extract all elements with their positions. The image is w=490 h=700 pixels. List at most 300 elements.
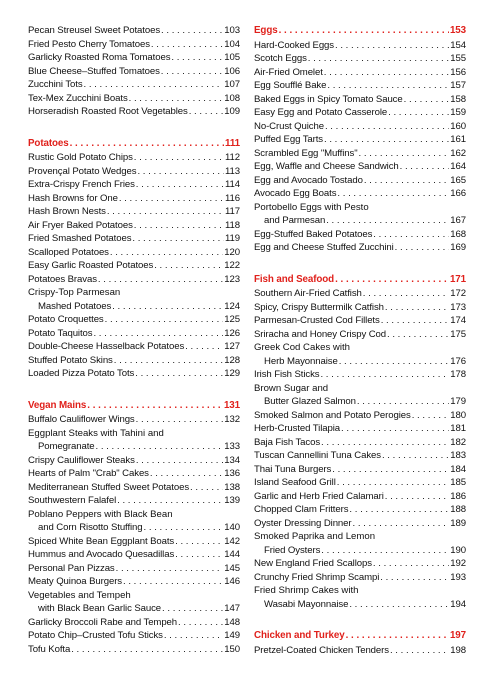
toc-entry bbox=[28, 548, 240, 562]
page-number: 165 bbox=[450, 174, 466, 186]
page-number: 114 bbox=[225, 179, 240, 190]
entry-title: Garlicky Roasted Roma Tomatoes bbox=[28, 52, 171, 63]
page-number: 197 bbox=[449, 630, 466, 641]
toc-entry bbox=[254, 422, 466, 436]
dot-leader bbox=[123, 575, 223, 589]
page-number: 108 bbox=[224, 92, 240, 104]
toc-entry bbox=[254, 187, 466, 201]
toc-entry bbox=[254, 517, 466, 531]
toc-entry bbox=[254, 93, 466, 107]
dot-leader bbox=[385, 301, 449, 315]
dot-leader bbox=[132, 232, 224, 246]
dot-leader bbox=[114, 354, 224, 368]
entry-title: Pomegranate bbox=[38, 441, 95, 452]
dot-leader bbox=[185, 340, 223, 354]
dot-leader bbox=[324, 66, 450, 80]
page-number: 155 bbox=[450, 53, 466, 64]
toc-entry bbox=[254, 314, 466, 328]
toc-entry bbox=[28, 521, 240, 535]
page-number: 178 bbox=[450, 369, 466, 380]
dot-leader bbox=[116, 562, 224, 576]
toc-entry bbox=[28, 65, 240, 79]
entry-title: Hash Brown Nests bbox=[28, 206, 106, 217]
page-number: 125 bbox=[224, 314, 240, 325]
page-number: 180 bbox=[450, 409, 466, 421]
section-fish-and-seafood bbox=[254, 273, 466, 612]
toc-entry bbox=[28, 259, 240, 273]
entry-title: Egg Soufflé Bake bbox=[254, 80, 327, 91]
page-number: 142 bbox=[224, 535, 240, 547]
toc-entry bbox=[254, 395, 466, 409]
toc-entry bbox=[254, 120, 466, 134]
dot-leader bbox=[400, 160, 450, 174]
toc-entry bbox=[254, 287, 466, 301]
toc-entry bbox=[28, 467, 240, 481]
page-number: 131 bbox=[223, 399, 240, 411]
toc-entry bbox=[254, 133, 466, 147]
entry-title: Chopped Clam Fritters bbox=[254, 504, 349, 515]
toc-entry-first-line: Greek Cod Cakes with bbox=[254, 342, 350, 353]
entry-title: Egg, Waffle and Cheese Sandwich bbox=[254, 161, 399, 172]
dot-leader bbox=[359, 147, 450, 161]
entry-title: Mashed Potatoes bbox=[38, 300, 112, 312]
entry-title: Garlic and Herb Fried Calamari bbox=[254, 490, 384, 502]
dot-leader bbox=[321, 436, 449, 450]
page-number: 119 bbox=[225, 233, 240, 244]
page-number: 179 bbox=[450, 396, 466, 407]
toc-entry bbox=[254, 544, 466, 558]
entry-title: Extra-Crispy French Fries bbox=[28, 179, 135, 190]
dot-leader bbox=[164, 629, 223, 643]
dot-leader bbox=[119, 192, 224, 206]
toc-entry bbox=[254, 79, 466, 93]
dot-leader bbox=[84, 78, 224, 92]
section-eggs bbox=[254, 24, 466, 255]
dot-leader bbox=[134, 151, 224, 165]
dot-leader bbox=[327, 79, 449, 93]
toc-entry-first-line: Crispy-Top Parmesan bbox=[28, 287, 121, 298]
page-number: 166 bbox=[450, 188, 466, 199]
toc-entry bbox=[254, 106, 466, 120]
entry-title: Tofu Kofta bbox=[28, 643, 71, 655]
toc-entry-first-line: Poblano Peppers with Black Bean bbox=[28, 508, 173, 520]
entry-title: Pretzel-Coated Chicken Tenders bbox=[254, 644, 389, 656]
page-number: 124 bbox=[224, 300, 240, 312]
page-number: 128 bbox=[224, 354, 240, 366]
entry-title: Spiced White Bean Eggplant Boats bbox=[28, 535, 175, 547]
page-number: 186 bbox=[450, 490, 466, 502]
page-number: 118 bbox=[225, 219, 240, 231]
toc-entry bbox=[28, 340, 240, 354]
page-number: 113 bbox=[225, 165, 240, 177]
section-potatoes bbox=[28, 137, 240, 381]
section-header bbox=[254, 24, 466, 38]
entry-title: Potato Croquettes bbox=[28, 314, 104, 325]
entry-title: Tuscan Cannellini Tuna Cakes bbox=[254, 450, 381, 461]
entry-title: Hash Browns for One bbox=[28, 192, 118, 204]
page-number: 144 bbox=[224, 549, 240, 560]
page-number: 117 bbox=[225, 206, 240, 217]
dot-leader bbox=[144, 521, 224, 535]
dot-leader bbox=[175, 548, 223, 562]
left-column bbox=[28, 24, 240, 674]
entry-title: No-Crust Quiche bbox=[254, 120, 324, 132]
toc-entry bbox=[28, 78, 240, 92]
toc-entry bbox=[254, 436, 466, 450]
dot-leader bbox=[71, 643, 223, 657]
toc-entry bbox=[28, 327, 240, 341]
toc-entry bbox=[28, 192, 240, 206]
dot-leader bbox=[373, 228, 449, 242]
entry-title: Smoked Salmon and Potato Perogies bbox=[254, 409, 411, 421]
entry-title: Sriracha and Honey Crispy Cod bbox=[254, 328, 387, 340]
entry-title: Fried Pesto Cherry Tomatoes bbox=[28, 38, 150, 50]
page-number: 134 bbox=[224, 454, 240, 466]
page-number: 174 bbox=[450, 315, 466, 326]
dot-leader bbox=[134, 219, 224, 233]
toc-entry bbox=[254, 476, 466, 490]
page-number: 182 bbox=[450, 436, 466, 448]
page-number: 185 bbox=[450, 477, 466, 488]
dot-leader bbox=[150, 467, 223, 481]
toc-entry bbox=[28, 165, 240, 179]
toc-entry bbox=[28, 300, 240, 314]
page-number: 112 bbox=[225, 152, 240, 163]
entry-title: Scalloped Potatoes bbox=[28, 246, 109, 258]
entry-title: Tex-Mex Zucchini Boats bbox=[28, 92, 128, 104]
page-number: 181 bbox=[450, 423, 466, 434]
toc-entry bbox=[28, 454, 240, 468]
entry-title: Egg and Cheese Stuffed Zucchini bbox=[254, 242, 394, 253]
page-number: 105 bbox=[224, 52, 240, 63]
toc-entry-first-line: Portobello Eggs with Pesto bbox=[254, 201, 369, 213]
entry-title: Scotch Eggs bbox=[254, 53, 307, 64]
dot-leader bbox=[70, 137, 224, 151]
entry-title: Puffed Egg Tarts bbox=[254, 134, 323, 145]
page-number: 154 bbox=[450, 39, 466, 51]
toc-entry bbox=[254, 409, 466, 423]
toc-entry bbox=[254, 147, 466, 161]
page-number: 171 bbox=[449, 273, 466, 285]
toc-entry-first-line: Vegetables and Tempeh bbox=[28, 589, 131, 601]
entry-title: Eggs bbox=[254, 25, 278, 36]
dot-leader bbox=[373, 557, 449, 571]
page-number: 164 bbox=[450, 161, 466, 172]
dot-leader bbox=[332, 463, 449, 477]
toc-entry bbox=[254, 301, 466, 315]
dot-leader bbox=[171, 51, 223, 65]
toc-entry bbox=[28, 92, 240, 106]
dot-leader bbox=[385, 490, 450, 504]
toc-entry bbox=[28, 151, 240, 165]
entry-title: Egg and Avocado Tostado bbox=[254, 174, 363, 186]
entry-title: Double-Cheese Hasselback Potatoes bbox=[28, 341, 185, 352]
entry-title: Personal Pan Pizzas bbox=[28, 562, 115, 574]
toc-entry-first-line: Brown Sugar and bbox=[254, 382, 329, 394]
page-number: 140 bbox=[224, 522, 240, 533]
entry-title: Egg-Stuffed Baked Potatoes bbox=[254, 228, 373, 240]
dot-leader bbox=[357, 395, 449, 409]
entry-title: Vegan Mains bbox=[28, 399, 87, 411]
dot-leader bbox=[381, 314, 450, 328]
entry-title: Parmesan-Crusted Cod Fillets bbox=[254, 315, 380, 326]
toc-entry-first-line: Smoked Paprika and Lemon bbox=[254, 531, 376, 542]
entry-title: and Corn Risotto Stuffing bbox=[38, 522, 143, 533]
page-number: 139 bbox=[224, 495, 240, 506]
entry-title: Fried Oysters bbox=[264, 544, 321, 556]
toc-entry bbox=[254, 241, 466, 255]
page-number: 145 bbox=[224, 562, 240, 574]
entry-title: Wasabi Mayonnaise bbox=[264, 598, 349, 610]
section-header bbox=[28, 399, 240, 413]
page-number: 167 bbox=[450, 215, 466, 226]
toc-entry bbox=[254, 598, 466, 612]
dot-leader bbox=[353, 517, 450, 531]
dot-leader bbox=[337, 476, 450, 490]
entry-title: Potato Chip–Crusted Tofu Sticks bbox=[28, 630, 163, 641]
entry-title: Potatoes Bravas bbox=[28, 273, 97, 285]
entry-title: Southwestern Falafel bbox=[28, 495, 117, 506]
entry-title: Pecan Streusel Sweet Potatoes bbox=[28, 25, 161, 36]
dot-leader bbox=[137, 165, 224, 179]
page-number: 150 bbox=[224, 643, 240, 655]
section-header bbox=[254, 629, 466, 643]
dot-leader bbox=[325, 120, 449, 134]
dot-leader bbox=[380, 571, 449, 585]
entry-title: Irish Fish Sticks bbox=[254, 369, 320, 380]
dot-leader bbox=[341, 422, 449, 436]
toc-entry bbox=[28, 38, 240, 52]
entry-title: Potatoes bbox=[28, 137, 69, 149]
page-number: 106 bbox=[224, 65, 240, 77]
page-number: 126 bbox=[224, 327, 240, 339]
toc-entry-first-line: Fried Shrimp Cakes with bbox=[254, 585, 359, 596]
page-number: 111 bbox=[225, 137, 240, 149]
entry-title: Avocado Egg Boats bbox=[254, 188, 337, 199]
page-number: 198 bbox=[450, 644, 466, 656]
dot-leader bbox=[178, 616, 223, 630]
dot-leader bbox=[189, 105, 224, 119]
entry-title: Crunchy Fried Shrimp Scampi bbox=[254, 571, 380, 583]
dot-leader bbox=[190, 481, 223, 495]
dot-leader bbox=[346, 629, 449, 643]
entry-title: Oyster Dressing Dinner bbox=[254, 517, 352, 529]
entry-title: Potato Taquitos bbox=[28, 327, 93, 339]
section-chicken-and-turkey bbox=[254, 629, 466, 657]
entry-title: and Parmesan bbox=[264, 215, 326, 226]
page-number: 133 bbox=[224, 441, 240, 452]
toc-entry bbox=[254, 39, 466, 53]
toc-entry bbox=[28, 24, 240, 38]
toc-entry bbox=[28, 440, 240, 454]
section-continued bbox=[28, 24, 240, 119]
toc-entry bbox=[28, 367, 240, 381]
toc-entry bbox=[254, 463, 466, 477]
page-number: 172 bbox=[450, 288, 466, 299]
toc-entry bbox=[28, 246, 240, 260]
entry-title: Hard-Cooked Eggs bbox=[254, 39, 334, 51]
entry-title: Air Fryer Baked Potatoes bbox=[28, 219, 133, 231]
dot-leader bbox=[105, 313, 224, 327]
dot-leader bbox=[117, 494, 223, 508]
page-number: 147 bbox=[224, 603, 240, 614]
dot-leader bbox=[324, 133, 449, 147]
entry-title: Loaded Pizza Potato Tots bbox=[28, 368, 135, 379]
toc-entry bbox=[28, 481, 240, 495]
section-header bbox=[254, 273, 466, 287]
toc-entry bbox=[28, 494, 240, 508]
page-number: 159 bbox=[450, 107, 466, 118]
entry-title: Stuffed Potato Skins bbox=[28, 354, 113, 366]
dot-leader bbox=[404, 93, 450, 107]
page-number: 192 bbox=[450, 558, 466, 569]
page-number: 138 bbox=[224, 481, 240, 493]
page-number: 161 bbox=[450, 134, 466, 145]
toc-entry bbox=[28, 273, 240, 287]
page-number: 184 bbox=[450, 463, 466, 475]
entry-title: Easy Egg and Potato Casserole bbox=[254, 107, 388, 118]
page-number: 122 bbox=[224, 260, 240, 271]
page-number: 116 bbox=[225, 192, 240, 204]
toc-entry bbox=[28, 178, 240, 192]
dot-leader bbox=[96, 440, 224, 454]
toc-entry bbox=[28, 643, 240, 657]
page-number: 104 bbox=[224, 38, 240, 50]
dot-leader bbox=[308, 52, 450, 66]
entry-title: with Black Bean Garlic Sauce bbox=[38, 603, 162, 614]
page-number: 103 bbox=[224, 25, 240, 36]
toc-entry bbox=[28, 354, 240, 368]
toc-entry bbox=[254, 571, 466, 585]
toc-entry bbox=[254, 228, 466, 242]
toc-entry bbox=[254, 52, 466, 66]
dot-leader bbox=[395, 241, 450, 255]
dot-leader bbox=[136, 413, 224, 427]
page-number: 175 bbox=[450, 328, 466, 340]
entry-title: Southern Air-Fried Catfish bbox=[254, 288, 362, 299]
entry-title: Blue Cheese–Stuffed Tomatoes bbox=[28, 65, 160, 77]
toc-entry bbox=[28, 313, 240, 327]
dot-leader bbox=[161, 65, 223, 79]
page-number: 129 bbox=[224, 368, 240, 379]
entry-title: Hearts of Palm "Crab" Cakes bbox=[28, 468, 149, 479]
entry-title: Provençal Potato Wedges bbox=[28, 165, 137, 177]
entry-title: Baja Fish Tacos bbox=[254, 436, 321, 448]
entry-title: Air-Fried Omelet bbox=[254, 66, 323, 78]
page-number: 188 bbox=[450, 504, 466, 515]
entry-title: Meaty Quinoa Burgers bbox=[28, 576, 122, 587]
toc-entry bbox=[28, 413, 240, 427]
dot-leader bbox=[98, 273, 223, 287]
dot-leader bbox=[162, 602, 223, 616]
toc-entry bbox=[254, 644, 466, 658]
page-number: 194 bbox=[450, 598, 466, 610]
entry-title: Thai Tuna Burgers bbox=[254, 463, 332, 475]
dot-leader bbox=[151, 38, 223, 52]
toc-entry bbox=[28, 562, 240, 576]
dot-leader bbox=[93, 327, 223, 341]
toc-entry bbox=[254, 160, 466, 174]
dot-leader bbox=[388, 106, 449, 120]
dot-leader bbox=[161, 24, 223, 38]
toc-entry-first-line: Eggplant Steaks with Tahini and bbox=[28, 427, 164, 439]
dot-leader bbox=[364, 174, 449, 188]
dot-leader bbox=[87, 399, 223, 413]
toc-entry bbox=[28, 219, 240, 233]
entry-title: Chicken and Turkey bbox=[254, 630, 345, 641]
toc-entry bbox=[254, 449, 466, 463]
dot-leader bbox=[363, 287, 450, 301]
dot-leader bbox=[326, 214, 449, 228]
dot-leader bbox=[339, 355, 450, 369]
page-number: 146 bbox=[224, 576, 240, 587]
page-number: 123 bbox=[224, 273, 240, 285]
toc-entry bbox=[254, 328, 466, 342]
page-number: 148 bbox=[224, 616, 240, 628]
toc-entry bbox=[28, 535, 240, 549]
dot-leader bbox=[129, 92, 224, 106]
toc-entry bbox=[254, 174, 466, 188]
page-number: 136 bbox=[224, 468, 240, 479]
section-header bbox=[28, 137, 240, 151]
dot-leader bbox=[335, 273, 449, 287]
dot-leader bbox=[349, 598, 449, 612]
entry-title: Mediterranean Stuffed Sweet Potatoes bbox=[28, 481, 190, 493]
entry-title: Easy Garlic Roasted Potatoes bbox=[28, 260, 154, 271]
entry-title: New England Fried Scallops bbox=[254, 558, 372, 569]
entry-title: Scrambled Egg "Muffins" bbox=[254, 147, 358, 159]
dot-leader bbox=[349, 503, 449, 517]
dot-leader bbox=[107, 205, 224, 219]
toc-entry bbox=[28, 51, 240, 65]
entry-title: Hummus and Avocado Quesadillas bbox=[28, 549, 175, 560]
toc-entry bbox=[28, 575, 240, 589]
dot-leader bbox=[390, 644, 449, 658]
section-vegan-mains bbox=[28, 399, 240, 657]
entry-title: Zucchini Tots bbox=[28, 79, 83, 90]
dot-leader bbox=[154, 259, 223, 273]
toc-entry bbox=[28, 205, 240, 219]
dot-leader bbox=[112, 300, 223, 314]
dot-leader bbox=[335, 39, 449, 53]
dot-leader bbox=[279, 24, 449, 38]
entry-title: Butter Glazed Salmon bbox=[264, 396, 356, 407]
page-number: 109 bbox=[224, 106, 240, 117]
toc-entry bbox=[254, 214, 466, 228]
entry-title: Garlicky Broccoli Rabe and Tempeh bbox=[28, 616, 178, 628]
dot-leader bbox=[136, 178, 224, 192]
entry-title: Buffalo Cauliflower Wings bbox=[28, 414, 135, 425]
toc-entry bbox=[28, 616, 240, 630]
dot-leader bbox=[382, 449, 449, 463]
page-number: 149 bbox=[224, 630, 240, 641]
entry-title: Island Seafood Grill bbox=[254, 477, 336, 488]
entry-title: Herb Mayonnaise bbox=[264, 355, 338, 367]
entry-title: Spicy, Crispy Buttermilk Catfish bbox=[254, 301, 384, 313]
page-number: 160 bbox=[450, 120, 466, 132]
page-number: 189 bbox=[450, 517, 466, 529]
toc-entry bbox=[254, 503, 466, 517]
entry-title: Crispy Cauliflower Steaks bbox=[28, 454, 135, 466]
page-number: 107 bbox=[224, 79, 240, 90]
dot-leader bbox=[412, 409, 450, 423]
page-number: 132 bbox=[224, 414, 240, 425]
page-number: 173 bbox=[450, 301, 466, 313]
page-number: 183 bbox=[450, 450, 466, 461]
entry-title: Rustic Gold Potato Chips bbox=[28, 152, 133, 163]
dot-leader bbox=[337, 187, 449, 201]
page-number: 176 bbox=[450, 355, 466, 367]
